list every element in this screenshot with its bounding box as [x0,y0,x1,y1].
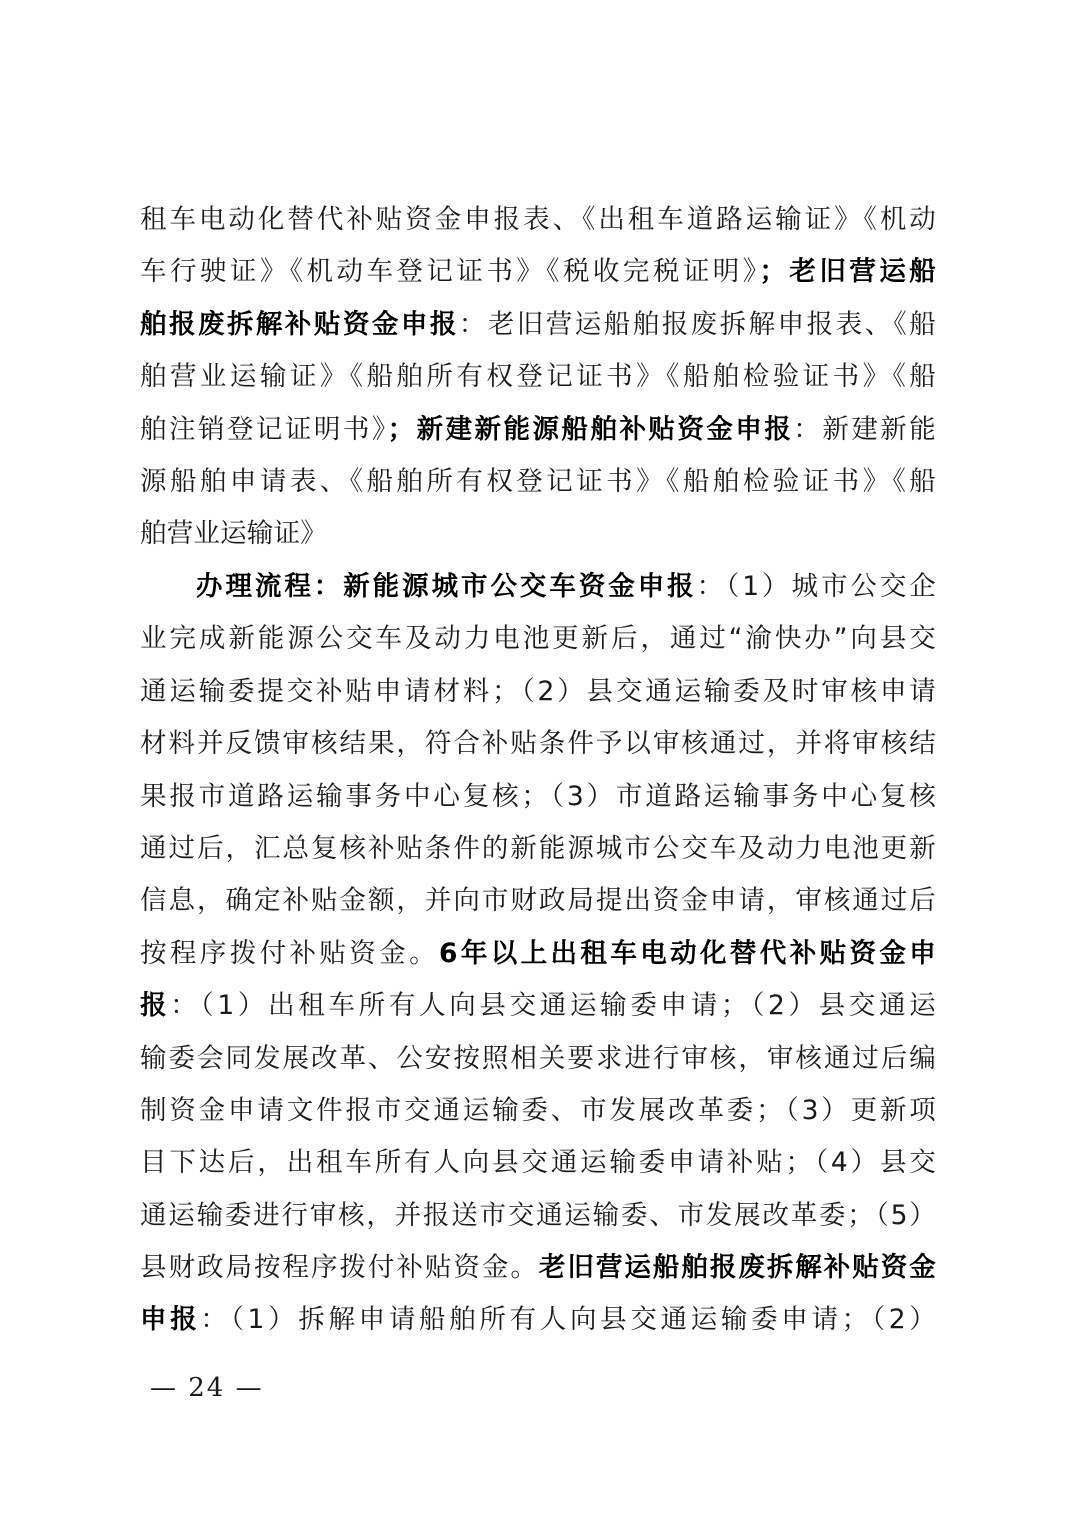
text-line [140,718,936,770]
text-run: 业完成新能源公交车及动力电池更新后，通过“渝快办”向县交 [140,623,936,655]
text-line [140,823,936,875]
text-run: 车行驶证》《机动车登记证书》《税收完税证明》 [140,256,760,288]
bold-heading-run: 申报 [140,1304,201,1336]
text-run: 输委会同发展改革、公安按照相关要求进行审核，审核通过后编 [140,1042,936,1074]
process-paragraph [140,561,936,1347]
bold-heading-run: ；老旧营运船 [759,256,936,288]
bold-heading-run: 6年以上出租车电动化替代补贴资金申 [438,937,936,969]
text-line [140,456,936,508]
text-run: 舶注销登记证明书》 [140,413,388,445]
text-line [140,980,936,1032]
bold-heading-run: 老旧营运船舶报废拆解补贴资金 [538,1252,936,1284]
materials-paragraph-continued [140,194,936,561]
text-line [140,246,936,298]
text-line [140,351,936,403]
bold-heading-run: 报 [140,990,171,1022]
text-line [140,1137,936,1189]
text-line [140,1190,936,1242]
text-line [140,508,936,560]
page-number: — 24 — [150,1373,264,1403]
text-line [140,561,936,613]
text-line [140,613,936,665]
text-line [140,666,936,718]
text-line [140,875,936,927]
text-run: 制资金申请文件报市交通运输委、市发展改革委；（3）更新项 [140,1094,936,1126]
text-line [140,928,936,980]
bold-heading-run: ；新建新能源船舶补贴资金申报 [387,413,794,445]
text-run: 按程序拨付补贴资金。 [140,937,439,969]
text-line [140,1085,936,1137]
text-run: 租车电动化替代补贴资金申报表、《出租车道路运输证》《机动 [140,204,936,235]
text-run: 源船舶申请表、《船舶所有权登记证书》《船舶检验证书》《船 [140,465,936,497]
text-run: 舶营业运输证》《船舶所有权登记证书》《船舶检验证书》《船 [140,361,936,393]
text-run: ：（1）出租车所有人向县交通运输委申请；（2）县交通运 [170,990,937,1022]
bold-heading-run: 办理流程：新能源城市公交车资金申报 [196,571,697,602]
text-run: ：老旧营运船舶报废拆解申报表、《船 [458,308,936,340]
text-line [140,299,936,351]
text-run: 通过后，汇总复核补贴条件的新能源城市公交车及动力电池更新 [140,832,936,864]
text-run: 果报市道路运输事务中心复核；（3）市道路运输事务中心复核 [140,780,936,812]
text-run: 通运输委提交补贴申请材料；（2）县交通运输委及时审核申请 [140,675,936,707]
text-run: 材料并反馈审核结果，符合补贴条件予以审核通过，并将审核结 [140,728,936,760]
text-line [140,1294,936,1346]
text-run: ：（1）拆解申请船舶所有人向县交通运输委申请；（2） [200,1304,937,1336]
text-run: 信息，确定补贴金额，并向市财政局提出资金申请，审核通过后 [140,885,936,917]
text-line [140,771,936,823]
text-run: 通运输委进行审核，并报送市交通运输委、市发展改革委；（5） [140,1199,936,1231]
text-line [140,1242,936,1294]
text-run: ：新建新能 [793,413,936,445]
bold-heading-run: 舶报废拆解补贴资金申报 [140,308,459,340]
text-line [140,1033,936,1085]
text-run: 目下达后，出租车所有人向县交通运输委申请补贴；（4）县交 [140,1147,936,1179]
text-line [140,194,936,246]
text-run: 县财政局按程序拨付补贴资金。 [140,1252,539,1284]
text-run: ：（1）城市公交企 [696,571,936,602]
text-line [140,404,936,456]
text-run: 舶营业运输证》 [140,518,327,550]
